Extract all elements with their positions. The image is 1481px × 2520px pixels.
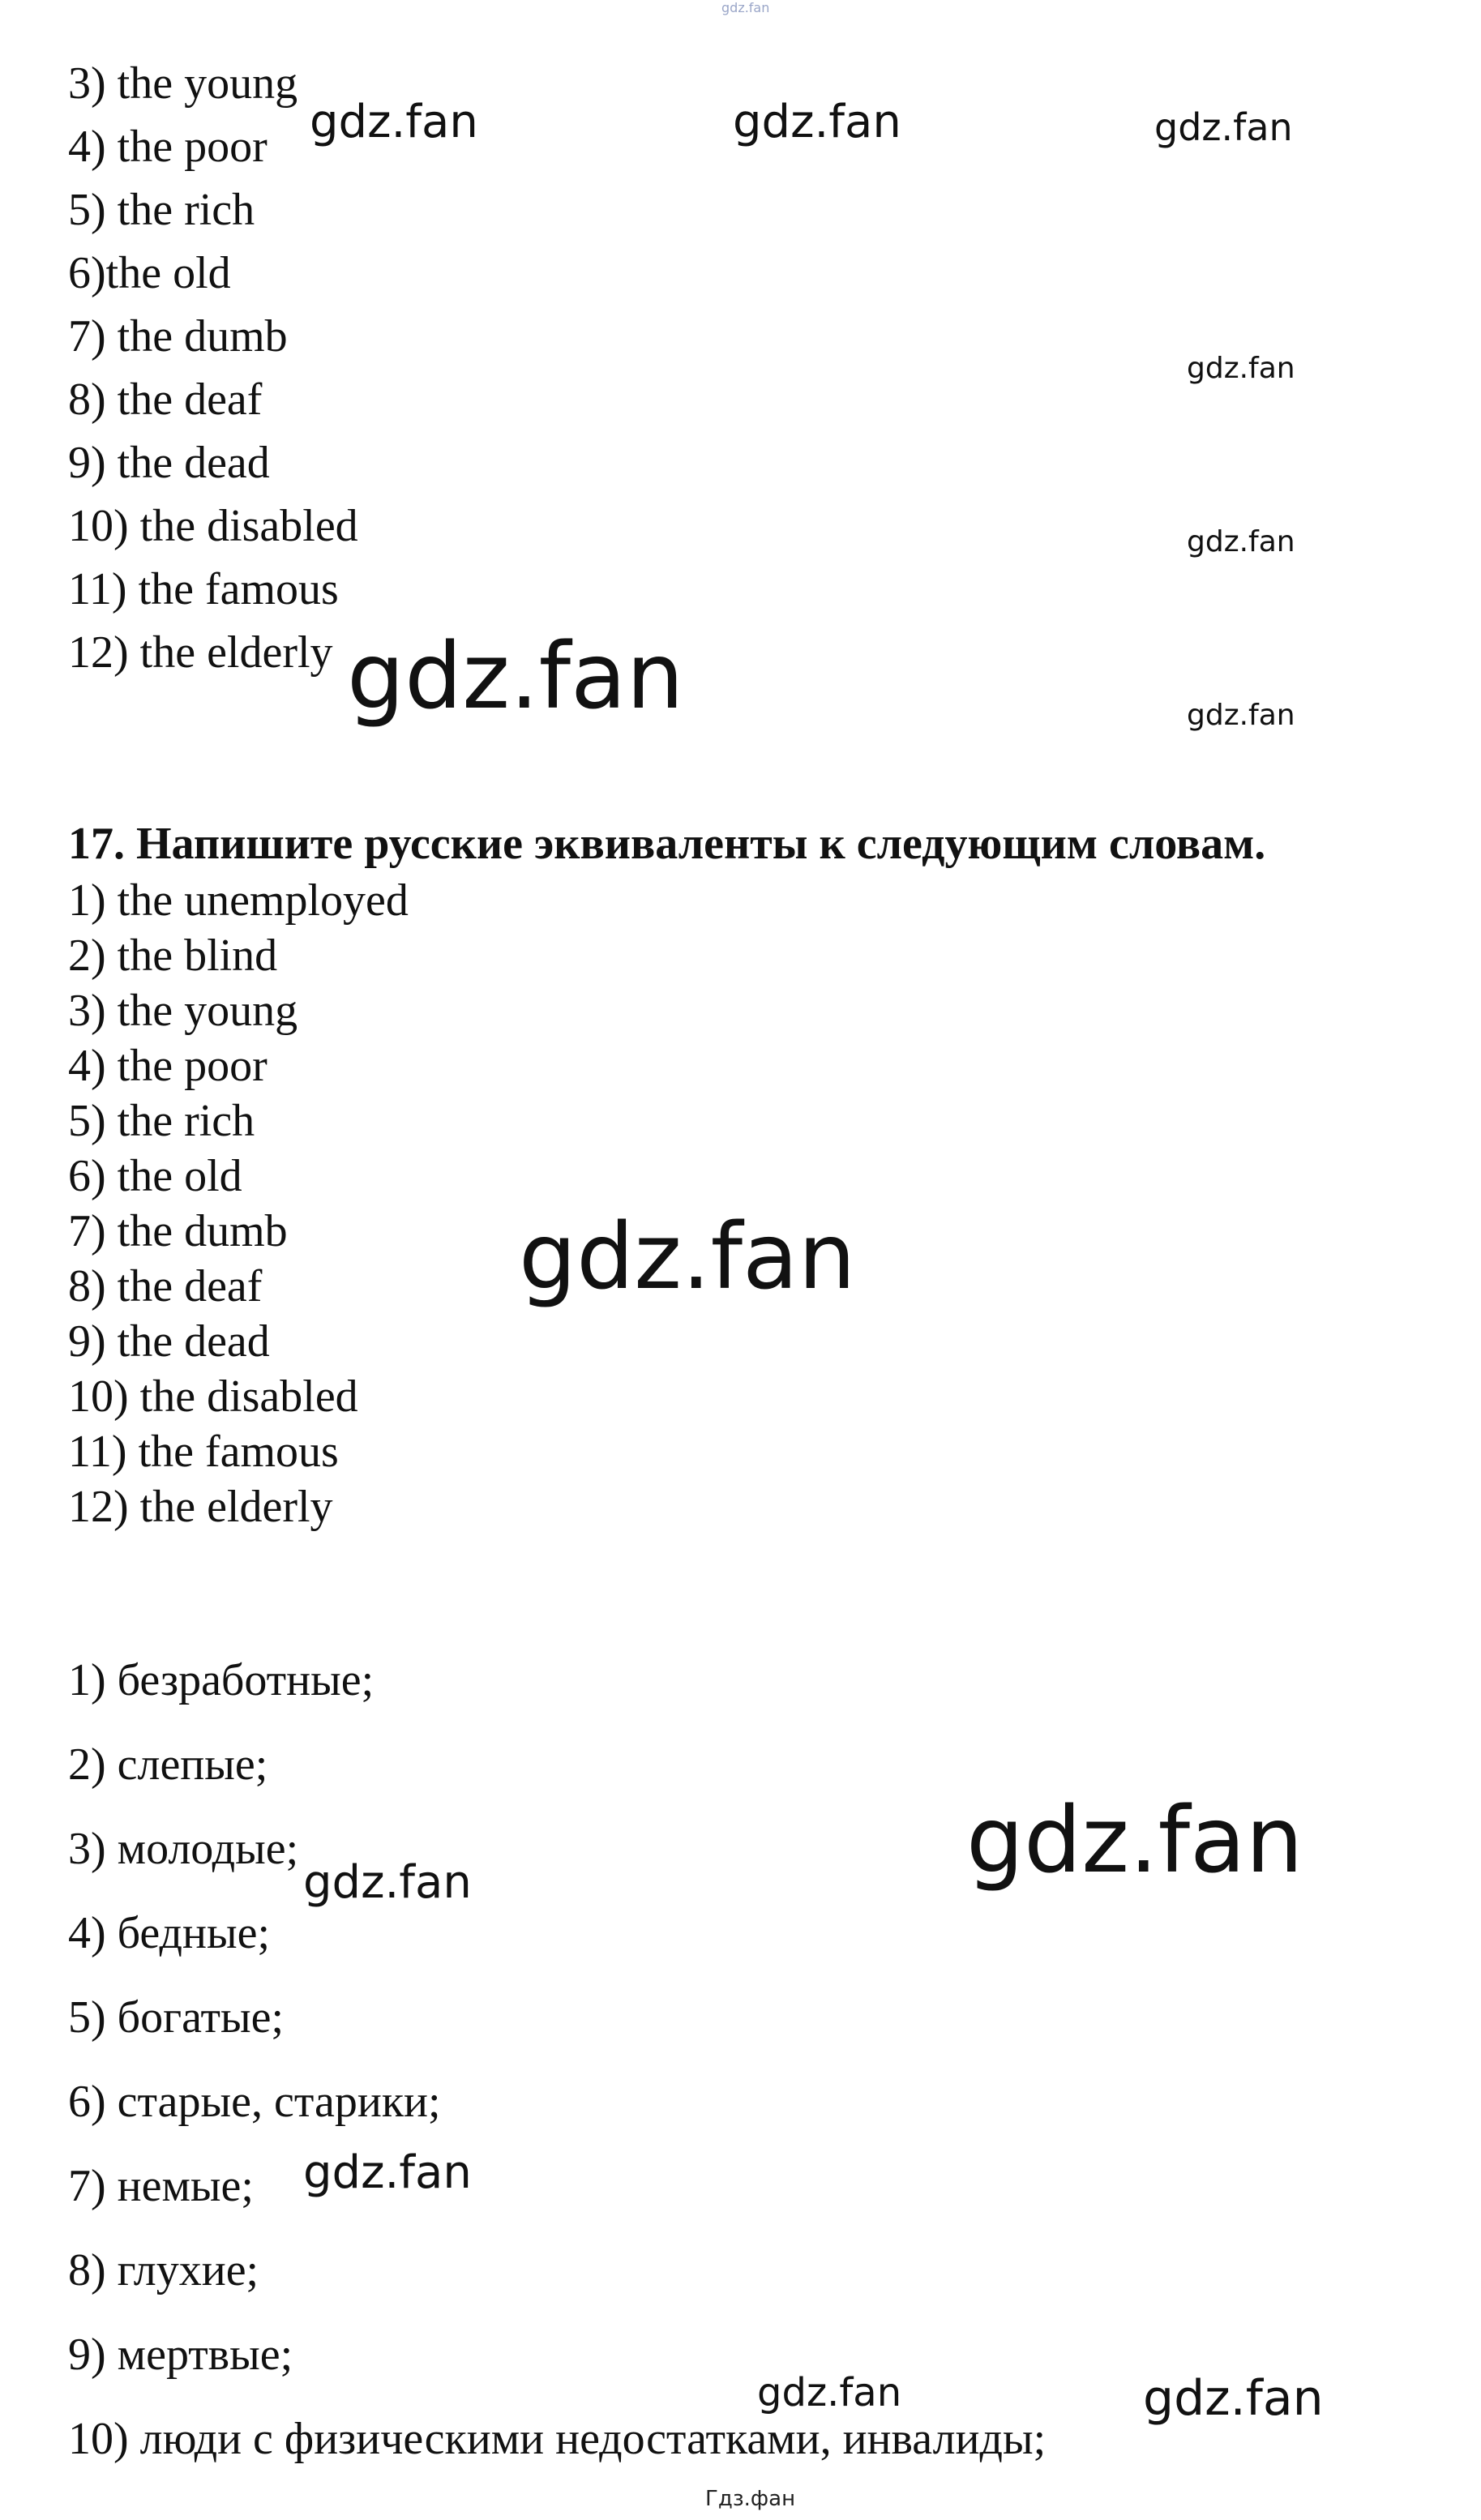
watermark: gdz.fan [303, 1856, 472, 1909]
watermark: gdz.fan [757, 2370, 902, 2415]
answer-item: 6) старые, старики; [68, 2077, 441, 2127]
top-stamp: gdz.fan [721, 0, 770, 15]
watermark: gdz.fan [1187, 352, 1295, 385]
list-item: 11) the famous [68, 564, 339, 614]
list-item: 10) the disabled [68, 501, 358, 551]
list-item: 7) the dumb [68, 311, 288, 362]
list-item: 1) the unemployed [68, 875, 409, 926]
watermark: gdz.fan [1143, 2370, 1324, 2427]
list-item: 10) the disabled [68, 1371, 358, 1422]
list-item: 3) the young [68, 986, 298, 1036]
answer-item: 8) глухие; [68, 2245, 259, 2295]
list-item: 3) the young [68, 58, 298, 109]
answer-item: 10) люди с физическими недостатками, инвалиды; [68, 2414, 1047, 2464]
list-item: 12) the elderly [68, 627, 333, 678]
list-item: 9) the dead [68, 438, 270, 488]
list-item: 6) the old [68, 1151, 242, 1201]
list-item: 2) the blind [68, 931, 278, 981]
watermark: gdz.fan [966, 1788, 1303, 1893]
watermark: gdz.fan [310, 96, 478, 148]
watermark: gdz.fan [347, 624, 684, 729]
list-item: 5) the rich [68, 185, 255, 235]
list-item: 6)the old [68, 248, 231, 298]
list-item: 11) the famous [68, 1427, 339, 1477]
list-item: 4) the poor [68, 122, 268, 172]
answer-item: 5) богатые; [68, 1992, 285, 2043]
answer-item: 4) бедные; [68, 1908, 271, 1958]
watermark: gdz.fan [303, 2146, 472, 2199]
answer-item: 1) безработные; [68, 1655, 375, 1705]
watermark: gdz.fan [1187, 699, 1295, 732]
footer-stamp: Гдз.фан [705, 2487, 796, 2511]
list-item: 5) the rich [68, 1096, 255, 1146]
list-item: 7) the dumb [68, 1206, 288, 1256]
watermark: gdz.fan [733, 96, 901, 148]
answer-item: 7) немые; [68, 2161, 254, 2211]
answer-item: 2) слепые; [68, 1739, 268, 1790]
watermark: gdz.fan [519, 1204, 856, 1310]
list-item: 8) the deaf [68, 1261, 263, 1311]
watermark: gdz.fan [1154, 105, 1293, 149]
answer-item: 3) молодые; [68, 1824, 299, 1874]
exercise-heading: 17. Напишите русские эквиваленты к следующим словам. [68, 819, 1266, 869]
watermark: gdz.fan [1187, 525, 1295, 558]
answer-item: 9) мертвые; [68, 2330, 293, 2380]
list-item: 9) the dead [68, 1316, 270, 1367]
list-item: 4) the poor [68, 1041, 268, 1091]
list-item: 12) the elderly [68, 1482, 333, 1532]
list-item: 8) the deaf [68, 374, 263, 425]
